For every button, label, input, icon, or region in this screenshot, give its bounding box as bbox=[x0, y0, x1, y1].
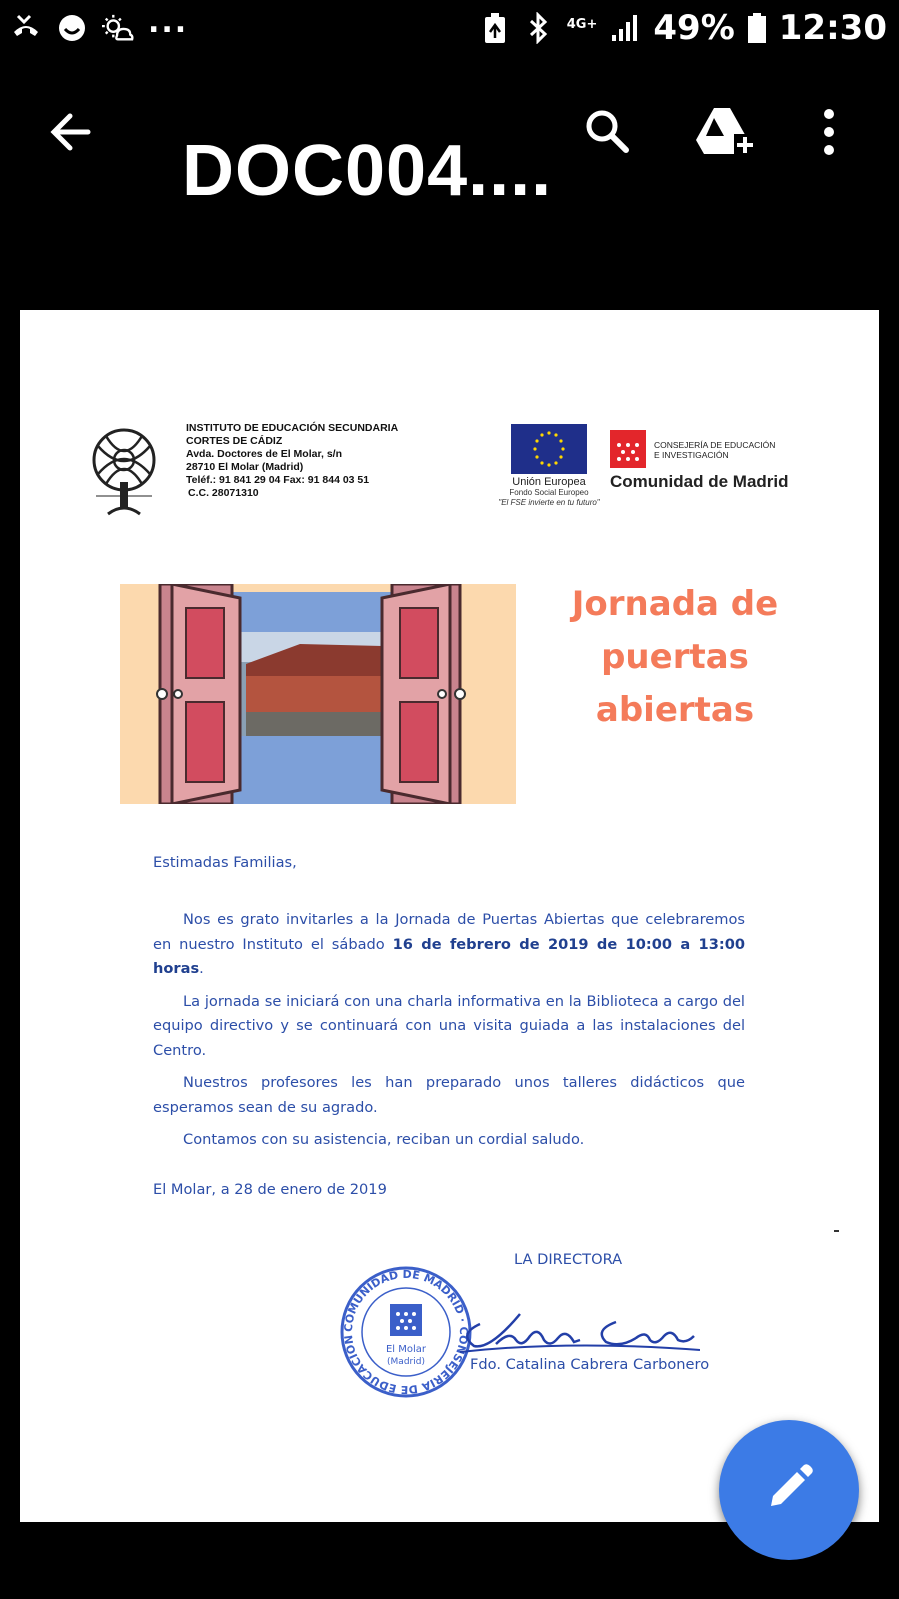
more-vert-icon[interactable] bbox=[814, 104, 844, 160]
handwritten-signature bbox=[450, 1300, 700, 1360]
bluetooth-icon bbox=[523, 12, 555, 44]
edit-button[interactable] bbox=[719, 1420, 859, 1560]
institute-line: C.C. 28071310 bbox=[188, 487, 259, 499]
battery-percent: 49% bbox=[653, 8, 735, 48]
consejeria-line: E INVESTIGACIÓN bbox=[654, 450, 729, 460]
battery-saver-icon bbox=[479, 12, 511, 44]
paragraph-invitation bbox=[153, 908, 745, 982]
institute-line: INSTITUTO DE EDUCACIÓN SECUNDARIA bbox=[186, 422, 399, 434]
institute-line: Avda. Doctores de El Molar, s/n bbox=[186, 448, 342, 460]
paragraph-closing: Contamos con su asistencia, reciban un cordial saludo. bbox=[183, 1131, 585, 1148]
headline-line: puertas bbox=[601, 637, 749, 677]
signal-icon bbox=[609, 12, 641, 44]
eu-motto: "El FSE invierte en tu futuro" bbox=[498, 498, 600, 507]
institute-line: Teléf.: 91 841 29 04 Fax: 91 844 03 51 bbox=[186, 474, 370, 486]
edit-pencil-icon bbox=[763, 1462, 815, 1518]
headline-line: Jornada de bbox=[571, 584, 779, 624]
app-bar bbox=[0, 64, 899, 304]
consejeria-line: CONSEJERÍA DE EDUCACIÓN bbox=[654, 440, 776, 450]
document-page[interactable] bbox=[20, 310, 879, 1522]
eu-flag-icon bbox=[511, 424, 587, 474]
open-doors-illustration bbox=[120, 584, 516, 804]
signer-title: LA DIRECTORA bbox=[514, 1251, 623, 1268]
madrid-flag-icon bbox=[610, 430, 646, 468]
stamp-region: (Madrid) bbox=[387, 1357, 425, 1367]
face-icon bbox=[56, 12, 88, 44]
back-arrow-icon[interactable] bbox=[44, 104, 100, 160]
event-datetime: 16 de febrero de 2019 de 10:00 a 13:00 horas bbox=[153, 935, 745, 977]
letter-body bbox=[153, 908, 745, 1161]
event-headline bbox=[535, 578, 815, 737]
stamp-city: El Molar bbox=[385, 1344, 427, 1355]
institute-line: CORTES DE CÁDIZ bbox=[186, 435, 283, 447]
stamp-ring-text: COMUNIDAD DE MADRID · CONSEJERÍA DE EDUCACIÓN bbox=[341, 1267, 471, 1397]
drive-add-icon[interactable] bbox=[694, 104, 758, 160]
headline-line: abiertas bbox=[595, 690, 755, 730]
institute-line: 28710 El Molar (Madrid) bbox=[186, 461, 304, 473]
more-notifications: ... bbox=[148, 4, 189, 40]
clock: 12:30 bbox=[778, 8, 887, 48]
document-title: DOC004.... bbox=[182, 131, 553, 211]
signer-name: Fdo. Catalina Cabrera Carbonero bbox=[470, 1356, 710, 1373]
paragraph-workshops: Nuestros profesores les han preparado unos talleres didácticos que esperamos sean de su agrado. bbox=[153, 1074, 745, 1116]
weather-icon bbox=[102, 12, 134, 44]
eu-logo bbox=[464, 424, 634, 508]
invitation-text: Nos es grato invitarles a la Jornada de Puertas Abiertas que celebraremos en nuestro Instituto el sábado bbox=[153, 911, 745, 953]
madrid-consejeria bbox=[654, 440, 775, 460]
battery-icon bbox=[747, 12, 767, 44]
search-icon[interactable] bbox=[580, 104, 636, 160]
invitation-end: . bbox=[199, 960, 204, 977]
institute-info bbox=[186, 422, 398, 500]
eu-fund: Fondo Social Europeo bbox=[509, 488, 589, 497]
paragraph-agenda: La jornada se iniciará con una charla informativa en la Biblioteca a cargo del equipo directivo y se continuará con una visita guiada a las instalaciones del Centro. bbox=[153, 992, 745, 1059]
letter-date: El Molar, a 28 de enero de 2019 bbox=[153, 1181, 387, 1198]
network-type: 4G+ bbox=[566, 16, 598, 32]
scan-mark bbox=[834, 1230, 839, 1232]
madrid-name: Comunidad de Madrid bbox=[610, 472, 789, 491]
missed-call-icon bbox=[10, 12, 42, 44]
eu-name: Unión Europea bbox=[512, 476, 586, 488]
letter-greeting: Estimadas Familias, bbox=[153, 854, 297, 871]
letterhead bbox=[76, 414, 866, 524]
institute-logo bbox=[76, 426, 172, 518]
status-bar bbox=[0, 0, 899, 64]
